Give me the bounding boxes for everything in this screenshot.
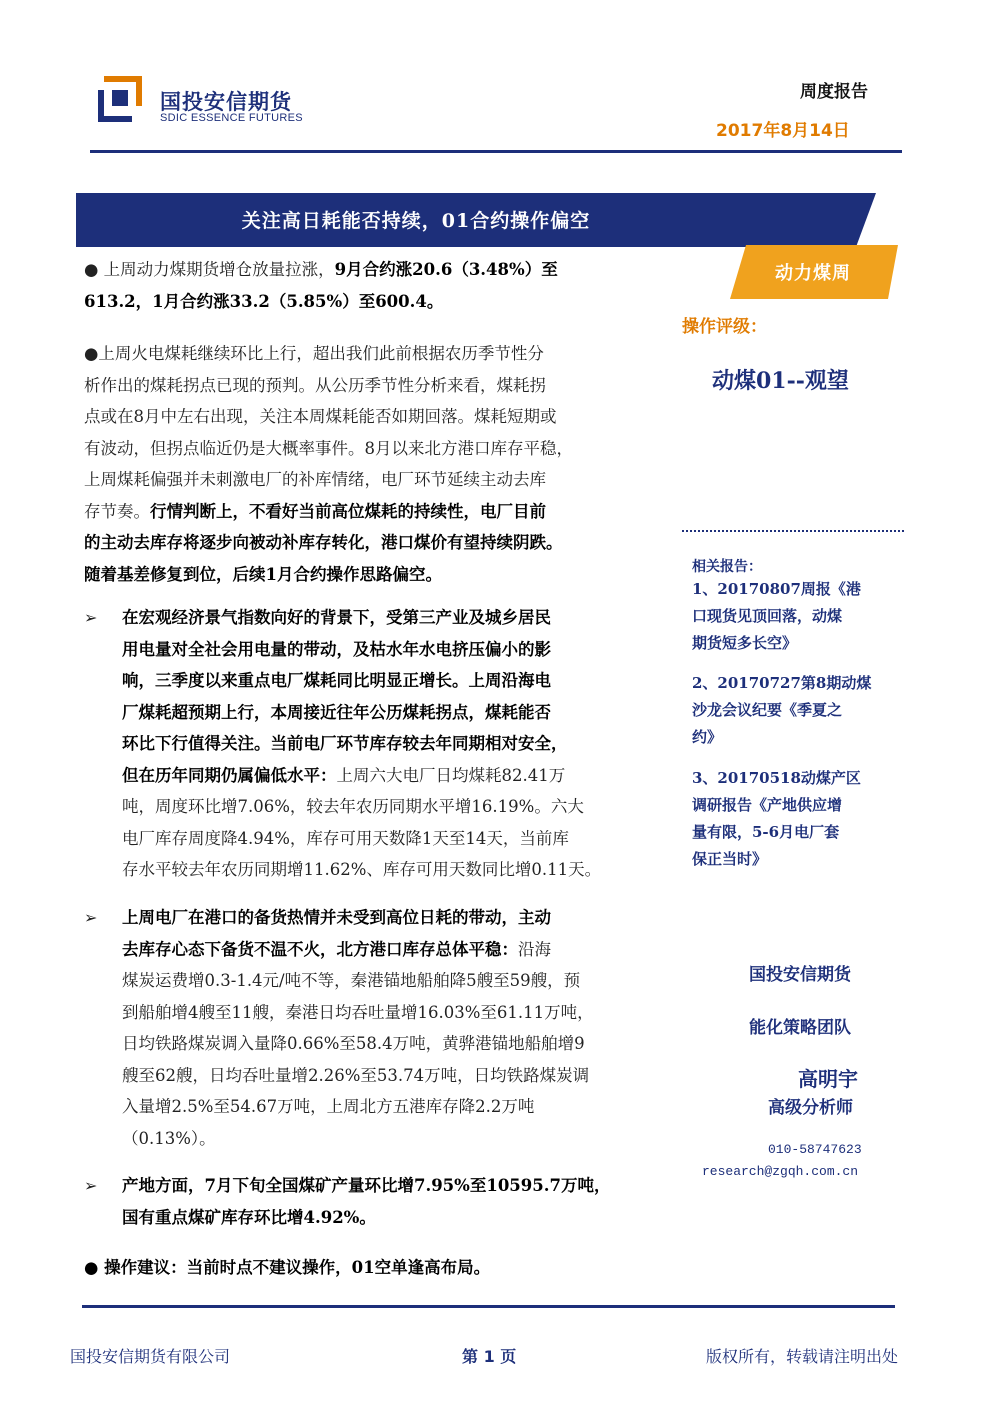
arrow-bullet-icon: ➢ (84, 1176, 98, 1195)
page-number: 第 1 页 (462, 1347, 517, 1366)
logo-text: 国投安信期货 (160, 90, 292, 114)
contact-team: 能化策略团队 (749, 1018, 851, 1038)
rating-value: 动煤01--观望 (712, 368, 849, 394)
contact-email[interactable]: research@zgqh.com.cn (702, 1164, 859, 1179)
contact-company: 国投安信期货 (749, 965, 851, 985)
page-title: 关注高日耗能否持续，01合约操作偏空 (241, 210, 591, 232)
analyst-title: 高级分析师 (768, 1098, 853, 1118)
related-report-2[interactable]: 2、20170727第8期动煤 沙龙会议纪要《季夏之 约》 (692, 674, 872, 746)
summary-paragraph: ● 上周动力煤期货增仓放量拉涨，9月合约涨20.6（3.48%）至 613.2，1月合约涨33.2（5.85%）至600.4。 (84, 260, 558, 311)
contact-phone: 010-58747623 (768, 1142, 862, 1157)
report-date: 2017年8月14日 (716, 121, 850, 141)
arrow-bullet-icon: ➢ (84, 608, 98, 627)
footer-copyright: 版权所有，转载请注明出处 (706, 1347, 899, 1366)
analysis-paragraph: ●上周火电煤耗继续环比上行，超出我们此前根据农历季节性分 析作出的煤耗拐点已现的预判。从公历季节性分析来看，煤耗拐 点或在8月中左右出现，关注本周煤耗能否如期回落。煤耗短期或 有波动，但拐点临近仍是大概率事件。8月以来北方港口库存平稳， 上周煤耗偏强并未刺激电厂的补库情绪，电厂环节延续主动去库 存节奏。行情判断上，不看好当前高位煤耗的持续性，电厂目前 的主动去库存将逐步向被动补库存转化，港口煤价有望持续阴跌。 随着基差修复到位，后续1月合约操作思路偏空。 (84, 344, 573, 584)
sidebar-divider (682, 530, 904, 532)
logo-subtext: SDIC ESSENCE FUTURES (160, 112, 303, 124)
macro-bullet: ➢ 在宏观经济景气指数向好的背景下，受第三产业及城乡居民 用电量对全社会用电量的带动，及枯水年水电挤压偏小的影 响，三季度以来重点电厂煤耗同比明显正增长。上周沿海电 厂煤耗超预期上行，本周接近往年公历煤耗拐点，煤耗能否 环比下行值得关注。当前电厂环节库存较去年同期相对安全， 但在历年同期仍属偏低水平：上周六大电厂日均煤耗82.41万 吨，周度环比增7.06%，较去年农历同期水平增16.19%。六大 电厂库存周度降4.94%，库存可用天数降1天至14天，当前库 存水平较去年农历同期增11.62%、库存可用天数同比增0.11天。 (84, 602, 689, 886)
related-report-3[interactable]: 3、20170518动煤产区 调研报告《产地供应增 量有限，5-6月电厂套 保正当时》 (692, 769, 861, 868)
analyst-name: 高明宇 (798, 1067, 858, 1091)
operation-advice: ● 操作建议：当前时点不建议操作，01空单逢高布局。 (84, 1258, 491, 1277)
report-type: 周度报告 (800, 82, 868, 102)
production-bullet: ➢ 产地方面，7月下旬全国煤矿产量环比增7.95%至10595.7万吨， 国有重点煤矿库存环比增4.92%。 (84, 1170, 689, 1233)
header-divider (90, 150, 902, 153)
rating-label: 操作评级： (682, 317, 767, 337)
related-title: 相关报告： (692, 559, 762, 575)
arrow-bullet-icon: ➢ (84, 908, 98, 927)
category-tag-label: 动力煤周 (775, 263, 851, 284)
footer-divider (82, 1305, 895, 1308)
footer-company: 国投安信期货有限公司 (70, 1347, 231, 1366)
logo-mark-icon (98, 76, 142, 122)
port-bullet: ➢ 上周电厂在港口的备货热情并未受到高位日耗的带动，主动 去库存心态下备货不温不火，北方港口库存总体平稳：沿海 煤炭运费增0.3-1.4元/吨不等，秦港锚地船舶降5艘至59艘，预 到船舶增4艘至11艘，秦港日均吞吐量增16.03%至61.11万吨， 日均铁路煤炭调入量降0.66%至58.4万吨，黄骅港锚地船舶增9 艘至62艘，日均吞吐量增2.26%至53.74万吨，日均铁路煤炭调 入量增2.5%至54.67万吨，上周北方五港库存降2.2万吨 （0.13%）。 (84, 902, 689, 1154)
related-report-1[interactable]: 1、20170807周报《港 口现货见顶回落，动煤 期货短多长空》 (692, 580, 861, 652)
